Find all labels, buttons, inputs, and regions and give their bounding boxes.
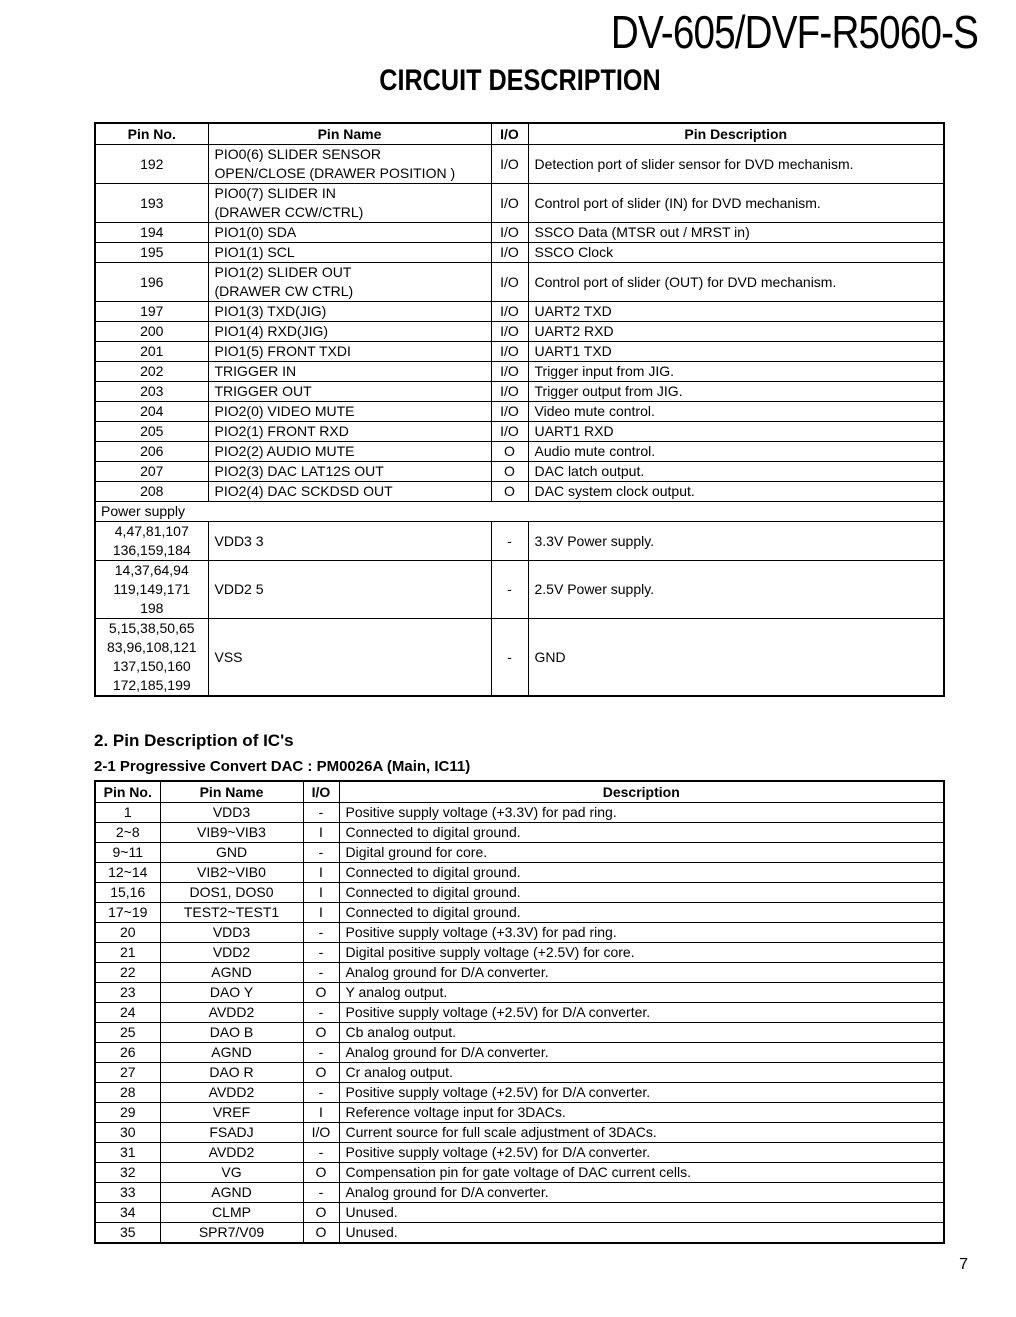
io-cell: I/O: [491, 243, 528, 263]
pin-name-cell: VDD2: [160, 943, 303, 963]
table-row: [95, 619, 944, 697]
io-cell: I/O: [491, 263, 528, 302]
table-row: [95, 362, 944, 382]
io-cell: -: [303, 1183, 339, 1203]
pin-name-cell: [208, 619, 491, 697]
pin-description-cell: Detection port of slider sensor for DVD mechanism.: [528, 145, 944, 184]
pin-no-cell: [95, 442, 208, 462]
subsection-heading: 2-1 Progressive Convert DAC : PM0026A (Main, IC11): [94, 758, 471, 775]
pin-description-cell: DAC latch output.: [528, 462, 944, 482]
pin-name-cell: DAO B: [160, 1023, 303, 1043]
pin-no-cell: 31: [95, 1143, 160, 1163]
pin-name-cell: [208, 402, 491, 422]
table-row: [95, 1123, 944, 1143]
table-row: [95, 422, 944, 442]
io-cell: -: [303, 1003, 339, 1023]
page-number: 7: [959, 1256, 968, 1273]
pin-no-cell: 32: [95, 1163, 160, 1183]
pin-no-cell: [95, 145, 208, 184]
pin-no-cell: 21: [95, 943, 160, 963]
io-cell: I: [303, 863, 339, 883]
io-cell: I/O: [491, 184, 528, 223]
pin-no-cell: 33: [95, 1183, 160, 1203]
cell-line: PIO2(2) AUDIO MUTE: [214, 443, 355, 459]
table-row: [95, 1183, 944, 1203]
pin-name-cell: [208, 302, 491, 322]
pin-description-cell: SSCO Data (MTSR out / MRST in): [528, 223, 944, 243]
table-row: [95, 823, 944, 843]
pin-name-cell: [208, 362, 491, 382]
io-cell: -: [491, 561, 528, 619]
cell-line: PIO2(1) FRONT RXD: [214, 423, 349, 439]
io-cell: I/O: [491, 382, 528, 402]
table-row: [95, 382, 944, 402]
cell-line: 203: [140, 383, 164, 399]
pin-description-cell: UART1 TXD: [528, 342, 944, 362]
pin-name-cell: DAO Y: [160, 983, 303, 1003]
io-cell: I/O: [491, 422, 528, 442]
table-row: [95, 145, 944, 184]
io-cell: O: [303, 983, 339, 1003]
pin-no-cell: 9~11: [95, 843, 160, 863]
pin-name-cell: [208, 145, 491, 184]
table-row: [95, 561, 944, 619]
pin-description-cell: UART2 RXD: [528, 322, 944, 342]
table-row: [95, 1203, 944, 1223]
pin-no-cell: [95, 561, 208, 619]
cell-line: VDD3 3: [214, 532, 264, 549]
cell-line: 204: [140, 403, 164, 419]
pin-name-cell: [208, 382, 491, 402]
cell-line: 192: [140, 155, 164, 172]
pin-name-cell: DOS1, DOS0: [160, 883, 303, 903]
pin-name-cell: VDD3: [160, 803, 303, 823]
cell-line: OPEN/CLOSE (DRAWER POSITION ): [214, 165, 456, 181]
pin-no-cell: [95, 184, 208, 223]
description-cell: Unused.: [339, 1203, 944, 1223]
pin-no-cell: 23: [95, 983, 160, 1003]
pin-no-cell: 17~19: [95, 903, 160, 923]
table-row: [95, 442, 944, 462]
pin-name-cell: VIB2~VIB0: [160, 863, 303, 883]
group-label-cell: Power supply: [95, 502, 944, 522]
pin-no-cell: 26: [95, 1043, 160, 1063]
table-row: [95, 923, 944, 943]
cell-line: VSS: [214, 648, 243, 665]
io-cell: -: [303, 803, 339, 823]
pin-name-cell: [208, 342, 491, 362]
pin-no-cell: 12~14: [95, 863, 160, 883]
io-cell: I: [303, 1103, 339, 1123]
pin-no-cell: [95, 243, 208, 263]
table-row: [95, 522, 944, 561]
pin-no-cell: [95, 462, 208, 482]
group-row: [95, 502, 944, 522]
cell-line: PIO1(3) TXD(JIG): [214, 303, 327, 319]
description-cell: Current source for full scale adjustment of 3DACs.: [339, 1123, 944, 1143]
cell-line: 207: [140, 463, 164, 479]
cell-line: PIO0(7) SLIDER IN: [214, 185, 336, 201]
io-cell: I/O: [491, 322, 528, 342]
io-cell: I/O: [491, 145, 528, 184]
cell-line: TRIGGER IN: [214, 363, 297, 379]
pin-name-cell: FSADJ: [160, 1123, 303, 1143]
cell-line: PIO1(1) SCL: [214, 244, 295, 260]
pin-description-cell: Trigger input from JIG.: [528, 362, 944, 382]
table-row: [95, 482, 944, 502]
table-row: [95, 184, 944, 223]
pin-description-cell: Video mute control.: [528, 402, 944, 422]
pin-no-cell: 15,16: [95, 883, 160, 903]
table-row: [95, 1083, 944, 1103]
description-cell: Positive supply voltage (+3.3V) for pad ring.: [339, 803, 944, 823]
pin-name-cell: TEST2~TEST1: [160, 903, 303, 923]
description-cell: Unused.: [339, 1223, 944, 1244]
pin-name-cell: [208, 482, 491, 502]
cell-line: 5,15,38,50,65: [108, 620, 195, 636]
pin-description-cell: UART2 TXD: [528, 302, 944, 322]
pin-name-cell: [208, 422, 491, 442]
description-cell: Positive supply voltage (+2.5V) for D/A converter.: [339, 1083, 944, 1103]
table-row: [95, 1163, 944, 1183]
pin-description-cell: GND: [528, 619, 944, 697]
pin-name-cell: AGND: [160, 1043, 303, 1063]
pin-description-cell: 2.5V Power supply.: [528, 561, 944, 619]
io-cell: -: [303, 923, 339, 943]
description-cell: Y analog output.: [339, 983, 944, 1003]
description-cell: Digital ground for core.: [339, 843, 944, 863]
description-cell: Cb analog output.: [339, 1023, 944, 1043]
pin-description-cell: Trigger output from JIG.: [528, 382, 944, 402]
table-row: [95, 803, 944, 823]
io-cell: -: [491, 522, 528, 561]
table-row: [95, 302, 944, 322]
pin-description-cell: Control port of slider (IN) for DVD mechanism.: [528, 184, 944, 223]
description-cell: Connected to digital ground.: [339, 903, 944, 923]
pin-description-cell: Control port of slider (OUT) for DVD mechanism.: [528, 263, 944, 302]
pin-no-cell: [95, 522, 208, 561]
table-row: [95, 402, 944, 422]
cell-line: PIO2(0) VIDEO MUTE: [214, 403, 355, 419]
pin-no-cell: 30: [95, 1123, 160, 1143]
pin-no-cell: [95, 482, 208, 502]
pin-name-cell: GND: [160, 843, 303, 863]
description-cell: Positive supply voltage (+2.5V) for D/A converter.: [339, 1003, 944, 1023]
cell-line: 198: [140, 600, 164, 616]
pin-no-cell: [95, 223, 208, 243]
pin-no-cell: 20: [95, 923, 160, 943]
table-row: [95, 342, 944, 362]
pin-name-cell: AVDD2: [160, 1003, 303, 1023]
pin-no-cell: [95, 422, 208, 442]
io-cell: -: [303, 1143, 339, 1163]
pin-name-cell: DAO R: [160, 1063, 303, 1083]
pin-no-cell: [95, 619, 208, 697]
pin-no-cell: 34: [95, 1203, 160, 1223]
cell-line: (DRAWER CW CTRL): [214, 283, 354, 299]
cell-line: 202: [140, 363, 164, 379]
io-cell: O: [491, 482, 528, 502]
pin-name-cell: [208, 522, 491, 561]
col-header-pin-no: Pin No.: [95, 123, 208, 145]
table-row: [95, 983, 944, 1003]
cell-line: PIO0(6) SLIDER SENSOR: [214, 146, 381, 162]
cell-line: PIO1(4) RXD(JIG): [214, 323, 329, 339]
io-cell: -: [303, 1043, 339, 1063]
pin-name-cell: VG: [160, 1163, 303, 1183]
cell-line: PIO2(4) DAC SCKDSD OUT: [214, 483, 393, 499]
col-header-pin-name: Pin Name: [160, 781, 303, 803]
description-cell: Connected to digital ground.: [339, 823, 944, 843]
cell-line: 136,159,184: [112, 542, 191, 558]
col-header-io: I/O: [491, 123, 528, 145]
pin-name-cell: AVDD2: [160, 1083, 303, 1103]
pin-name-cell: [208, 184, 491, 223]
col-header-pin-name: Pin Name: [208, 123, 491, 145]
pin-no-cell: 2~8: [95, 823, 160, 843]
section-heading: 2. Pin Description of IC's: [94, 731, 294, 750]
col-header-pin-description: Pin Description: [528, 123, 944, 145]
pin-no-cell: 25: [95, 1023, 160, 1043]
pin-no-cell: [95, 342, 208, 362]
pin-no-cell: 22: [95, 963, 160, 983]
table-row: [95, 243, 944, 263]
pin-table-dac: [94, 780, 945, 1244]
pin-name-cell: [208, 322, 491, 342]
description-cell: Compensation pin for gate voltage of DAC current cells.: [339, 1163, 944, 1183]
pin-no-cell: [95, 402, 208, 422]
description-cell: Reference voltage input for 3DACs.: [339, 1103, 944, 1123]
pin-description-cell: SSCO Clock: [528, 243, 944, 263]
col-header-pin-no: Pin No.: [95, 781, 160, 803]
pin-no-cell: [95, 382, 208, 402]
io-cell: -: [303, 843, 339, 863]
description-cell: Positive supply voltage (+3.3V) for pad ring.: [339, 923, 944, 943]
pin-name-cell: SPR7/V09: [160, 1223, 303, 1244]
description-cell: Connected to digital ground.: [339, 863, 944, 883]
col-header-io: I/O: [303, 781, 339, 803]
cell-line: PIO1(0) SDA: [214, 224, 297, 240]
description-cell: Connected to digital ground.: [339, 883, 944, 903]
cell-line: 172,185,199: [112, 677, 191, 693]
pin-name-cell: [208, 243, 491, 263]
pin-no-cell: 27: [95, 1063, 160, 1083]
pin-description-cell: DAC system clock output.: [528, 482, 944, 502]
io-cell: O: [303, 1063, 339, 1083]
pin-no-cell: 29: [95, 1103, 160, 1123]
io-cell: I: [303, 883, 339, 903]
io-cell: I: [303, 903, 339, 923]
table-header-row: [95, 123, 944, 145]
table-row: [95, 863, 944, 883]
description-cell: Analog ground for D/A converter.: [339, 1183, 944, 1203]
table-header-row: [95, 781, 944, 803]
pin-no-cell: 1: [95, 803, 160, 823]
pin-no-cell: 28: [95, 1083, 160, 1103]
table-row: [95, 1063, 944, 1083]
pin-description-cell: UART1 RXD: [528, 422, 944, 442]
pin-description-cell: 3.3V Power supply.: [528, 522, 944, 561]
table-row: [95, 263, 944, 302]
pin-no-cell: [95, 362, 208, 382]
table-row: [95, 1043, 944, 1063]
table-row: [95, 1023, 944, 1043]
table-row: [95, 943, 944, 963]
io-cell: O: [303, 1203, 339, 1223]
cell-line: PIO1(5) FRONT TXDI: [214, 343, 351, 359]
io-cell: I: [303, 823, 339, 843]
io-cell: O: [491, 462, 528, 482]
table-row: [95, 1143, 944, 1163]
pin-description-cell: Audio mute control.: [528, 442, 944, 462]
pin-name-cell: AGND: [160, 1183, 303, 1203]
pin-no-cell: 24: [95, 1003, 160, 1023]
cell-line: 196: [140, 273, 164, 290]
cell-line: TRIGGER OUT: [214, 383, 312, 399]
table-row: [95, 843, 944, 863]
cell-line: 194: [140, 224, 164, 240]
io-cell: -: [303, 1083, 339, 1103]
description-cell: Digital positive supply voltage (+2.5V) for core.: [339, 943, 944, 963]
cell-line: 193: [140, 194, 164, 211]
table-row: [95, 1003, 944, 1023]
table-row: [95, 462, 944, 482]
cell-line: (DRAWER CCW/CTRL): [214, 204, 364, 220]
description-cell: Cr analog output.: [339, 1063, 944, 1083]
io-cell: O: [303, 1023, 339, 1043]
pin-table-main: [94, 122, 945, 697]
pin-no-cell: 35: [95, 1223, 160, 1244]
table-row: [95, 963, 944, 983]
cell-line: PIO1(2) SLIDER OUT: [214, 264, 352, 280]
model-title: DV-605/DVF-R5060-S: [610, 6, 978, 58]
table-row: [95, 1103, 944, 1123]
io-cell: I/O: [491, 302, 528, 322]
io-cell: I/O: [491, 223, 528, 243]
pin-table-dac-body: [95, 803, 944, 1244]
io-cell: -: [303, 963, 339, 983]
table-row: [95, 903, 944, 923]
cell-line: 83,96,108,121: [106, 639, 197, 655]
cell-line: 197: [140, 303, 164, 319]
pin-name-cell: [208, 223, 491, 243]
io-cell: O: [303, 1163, 339, 1183]
pin-no-cell: [95, 322, 208, 342]
io-cell: I/O: [491, 342, 528, 362]
pin-no-cell: [95, 302, 208, 322]
pin-name-cell: [208, 263, 491, 302]
cell-line: 206: [140, 443, 164, 459]
io-cell: I/O: [491, 402, 528, 422]
table-row: [95, 883, 944, 903]
pin-name-cell: [208, 462, 491, 482]
cell-line: 14,37,64,94: [114, 562, 189, 578]
cell-line: 205: [140, 423, 164, 439]
io-cell: I/O: [491, 362, 528, 382]
pin-name-cell: AGND: [160, 963, 303, 983]
pin-name-cell: VDD3: [160, 923, 303, 943]
io-cell: -: [491, 619, 528, 697]
io-cell: O: [303, 1223, 339, 1244]
table-row: [95, 322, 944, 342]
table-row: [95, 223, 944, 243]
cell-line: PIO2(3) DAC LAT12S OUT: [214, 463, 384, 479]
description-cell: Positive supply voltage (+2.5V) for D/A converter.: [339, 1143, 944, 1163]
pin-name-cell: VREF: [160, 1103, 303, 1123]
pin-name-cell: AVDD2: [160, 1143, 303, 1163]
pin-no-cell: [95, 263, 208, 302]
cell-line: 137,150,160: [112, 658, 191, 674]
cell-line: 201: [140, 343, 164, 359]
pin-table-main-body: [95, 145, 944, 697]
description-cell: Analog ground for D/A converter.: [339, 963, 944, 983]
cell-line: VDD2 5: [214, 581, 264, 597]
table-row: [95, 1223, 944, 1244]
description-cell: Analog ground for D/A converter.: [339, 1043, 944, 1063]
cell-line: 208: [140, 483, 164, 499]
cell-line: 119,149,171: [113, 581, 191, 597]
section-title: CIRCUIT DESCRIPTION: [379, 64, 661, 97]
cell-line: 4,47,81,107: [114, 523, 189, 539]
pin-name-cell: [208, 442, 491, 462]
pin-name-cell: CLMP: [160, 1203, 303, 1223]
io-cell: I/O: [303, 1123, 339, 1143]
cell-line: 200: [140, 323, 164, 339]
io-cell: O: [491, 442, 528, 462]
cell-line: 195: [140, 244, 164, 260]
io-cell: -: [303, 943, 339, 963]
pin-name-cell: VIB9~VIB3: [160, 823, 303, 843]
col-header-description: Description: [339, 781, 944, 803]
pin-name-cell: [208, 561, 491, 619]
